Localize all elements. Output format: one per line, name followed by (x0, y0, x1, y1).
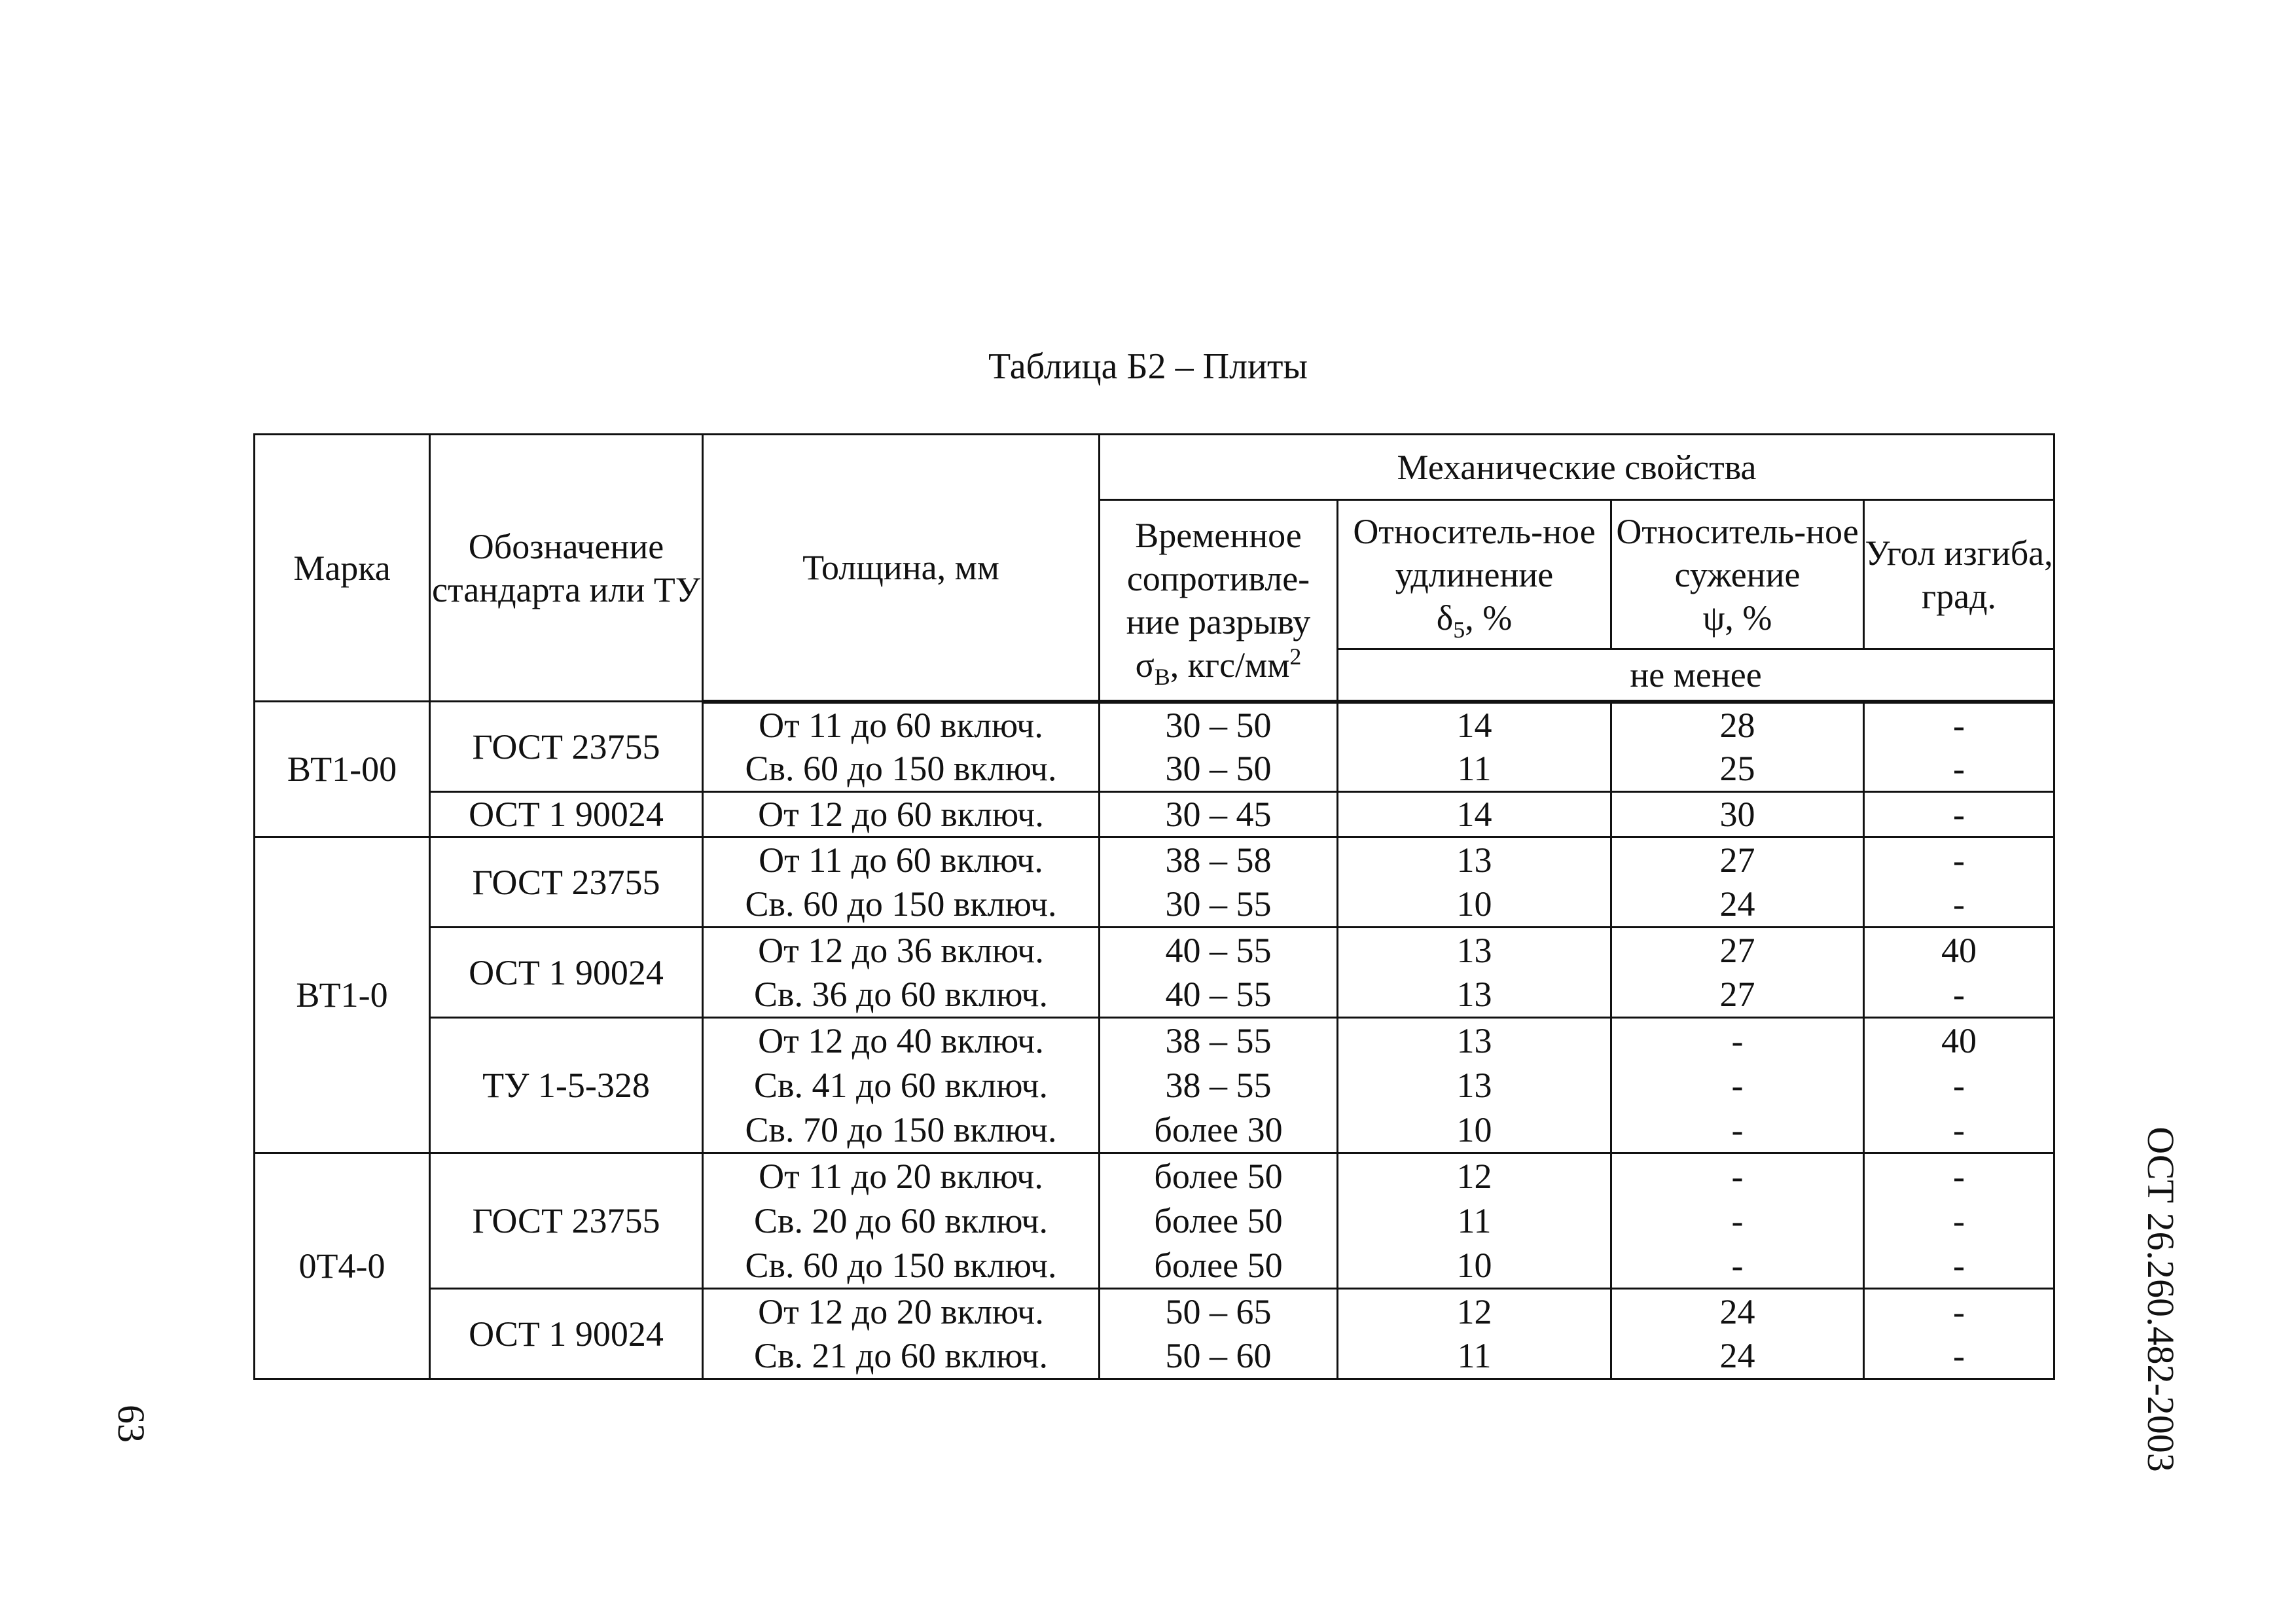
header-elongation-label: Относитель-ное удлинение (1353, 511, 1596, 594)
cell-contraction: - (1611, 1244, 1864, 1289)
cell-contraction: - (1611, 1108, 1864, 1153)
header-elongation-sub: 5 (1453, 616, 1465, 643)
cell-standard: ОСТ 1 90024 (430, 928, 703, 1018)
header-standard: Обозначение стандарта или ТУ (430, 435, 703, 702)
table-caption: Таблица Б2 – Плиты (988, 346, 1308, 387)
cell-contraction: - (1611, 1018, 1864, 1063)
cell-thickness: Св. 20 до 60 включ. (703, 1199, 1100, 1244)
cell-contraction: 30 (1611, 792, 1864, 837)
cell-elongation: 12 (1338, 1289, 1611, 1334)
cell-tensile: 50 – 65 (1100, 1289, 1338, 1334)
cell-bend: 40 (1864, 1018, 2054, 1063)
cell-elongation: 13 (1338, 973, 1611, 1018)
table-body (255, 702, 2054, 1379)
table-row (255, 928, 2054, 973)
cell-bend: 40 (1864, 928, 2054, 973)
cell-tensile: более 50 (1100, 1199, 1338, 1244)
table-row (255, 1153, 2054, 1199)
table-row (255, 1018, 2054, 1063)
cell-bend: - (1864, 882, 2054, 928)
header-mechanical-properties: Механические свойства (1100, 435, 2054, 500)
cell-elongation: 13 (1338, 837, 1611, 882)
page-number: 63 (110, 1405, 152, 1443)
cell-contraction: 27 (1611, 973, 1864, 1018)
cell-bend: - (1864, 1334, 2054, 1379)
cell-thickness: Св. 60 до 150 включ. (703, 1244, 1100, 1289)
header-tensile-sub: В (1154, 663, 1170, 690)
header-contraction-label: Относитель-ное сужение (1616, 511, 1859, 594)
cell-bend: - (1864, 1063, 2054, 1108)
cell-elongation: 10 (1338, 1244, 1611, 1289)
cell-standard: ГОСТ 23755 (430, 1153, 703, 1289)
header-grade: Марка (255, 435, 430, 702)
cell-elongation: 13 (1338, 928, 1611, 973)
header-contraction (1611, 500, 1864, 649)
cell-elongation: 13 (1338, 1018, 1611, 1063)
cell-thickness: Св. 36 до 60 включ. (703, 973, 1100, 1018)
table-row (255, 837, 2054, 882)
header-tensile-strength (1100, 500, 1338, 702)
cell-thickness: От 12 до 20 включ. (703, 1289, 1100, 1334)
cell-grade: 0Т4-0 (255, 1153, 430, 1379)
cell-bend: - (1864, 973, 2054, 1018)
cell-tensile: более 50 (1100, 1153, 1338, 1199)
cell-elongation: 14 (1338, 792, 1611, 837)
cell-thickness: Св. 70 до 150 включ. (703, 1108, 1100, 1153)
cell-elongation: 11 (1338, 747, 1611, 792)
cell-bend: - (1864, 1153, 2054, 1199)
table-row (255, 792, 2054, 837)
properties-table (253, 433, 2055, 1380)
cell-contraction: 24 (1611, 882, 1864, 928)
cell-grade: ВТ1-0 (255, 837, 430, 1153)
cell-thickness: От 11 до 60 включ. (703, 702, 1100, 747)
cell-bend: - (1864, 837, 2054, 882)
document-code: ОСТ 26.260.482-2003 (2140, 1127, 2182, 1472)
table-row (255, 1289, 2054, 1334)
cell-standard: ГОСТ 23755 (430, 837, 703, 928)
cell-bend: - (1864, 1244, 2054, 1289)
header-tensile-unit: , кгс/мм (1170, 645, 1290, 685)
cell-thickness: От 12 до 40 включ. (703, 1018, 1100, 1063)
cell-tensile: 40 – 55 (1100, 973, 1338, 1018)
cell-thickness: Св. 60 до 150 включ. (703, 882, 1100, 928)
cell-bend: - (1864, 1289, 2054, 1334)
cell-elongation: 10 (1338, 882, 1611, 928)
cell-tensile: 50 – 60 (1100, 1334, 1338, 1379)
cell-tensile: 30 – 50 (1100, 702, 1338, 747)
cell-elongation: 14 (1338, 702, 1611, 747)
header-thickness: Толщина, мм (703, 435, 1100, 702)
header-tensile-sup: 2 (1289, 643, 1302, 670)
cell-standard: ГОСТ 23755 (430, 702, 703, 792)
cell-contraction: 24 (1611, 1289, 1864, 1334)
cell-thickness: От 12 до 60 включ. (703, 792, 1100, 837)
header-tensile-symbol: σ (1135, 645, 1155, 685)
cell-elongation: 10 (1338, 1108, 1611, 1153)
cell-tensile: 38 – 58 (1100, 837, 1338, 882)
header-elongation (1338, 500, 1611, 649)
cell-contraction: 27 (1611, 837, 1864, 882)
cell-thickness: Св. 21 до 60 включ. (703, 1334, 1100, 1379)
cell-tensile: 38 – 55 (1100, 1018, 1338, 1063)
cell-contraction: - (1611, 1153, 1864, 1199)
header-bend-angle: Угол изгиба, град. (1864, 500, 2054, 649)
cell-contraction: 24 (1611, 1334, 1864, 1379)
header-tensile-label: Временное сопротивле-ние разрыву (1126, 515, 1311, 641)
cell-contraction: 28 (1611, 702, 1864, 747)
cell-thickness: От 11 до 60 включ. (703, 837, 1100, 882)
cell-grade: ВТ1-00 (255, 702, 430, 837)
cell-contraction: - (1611, 1063, 1864, 1108)
cell-thickness: Св. 41 до 60 включ. (703, 1063, 1100, 1108)
cell-elongation: 11 (1338, 1199, 1611, 1244)
cell-thickness: От 12 до 36 включ. (703, 928, 1100, 973)
header-not-less: не менее (1338, 649, 2054, 702)
cell-elongation: 13 (1338, 1063, 1611, 1108)
cell-bend: - (1864, 1108, 2054, 1153)
header-contraction-symbol: ψ, % (1702, 598, 1772, 638)
cell-standard: ОСТ 1 90024 (430, 792, 703, 837)
cell-tensile: 38 – 55 (1100, 1063, 1338, 1108)
header-elongation-unit: , % (1465, 598, 1513, 638)
cell-bend: - (1864, 792, 2054, 837)
cell-bend: - (1864, 747, 2054, 792)
cell-bend: - (1864, 1199, 2054, 1244)
cell-thickness: Св. 60 до 150 включ. (703, 747, 1100, 792)
cell-thickness: От 11 до 20 включ. (703, 1153, 1100, 1199)
cell-standard: ОСТ 1 90024 (430, 1289, 703, 1379)
cell-contraction: 27 (1611, 928, 1864, 973)
table-row (255, 702, 2054, 747)
cell-contraction: - (1611, 1199, 1864, 1244)
cell-tensile: 30 – 50 (1100, 747, 1338, 792)
cell-tensile: более 50 (1100, 1244, 1338, 1289)
cell-contraction: 25 (1611, 747, 1864, 792)
cell-bend: - (1864, 702, 2054, 747)
cell-tensile: 30 – 55 (1100, 882, 1338, 928)
cell-tensile: 30 – 45 (1100, 792, 1338, 837)
header-elongation-symbol: δ (1436, 598, 1454, 638)
cell-elongation: 12 (1338, 1153, 1611, 1199)
cell-tensile: 40 – 55 (1100, 928, 1338, 973)
cell-elongation: 11 (1338, 1334, 1611, 1379)
cell-standard: ТУ 1-5-328 (430, 1018, 703, 1153)
cell-tensile: более 30 (1100, 1108, 1338, 1153)
